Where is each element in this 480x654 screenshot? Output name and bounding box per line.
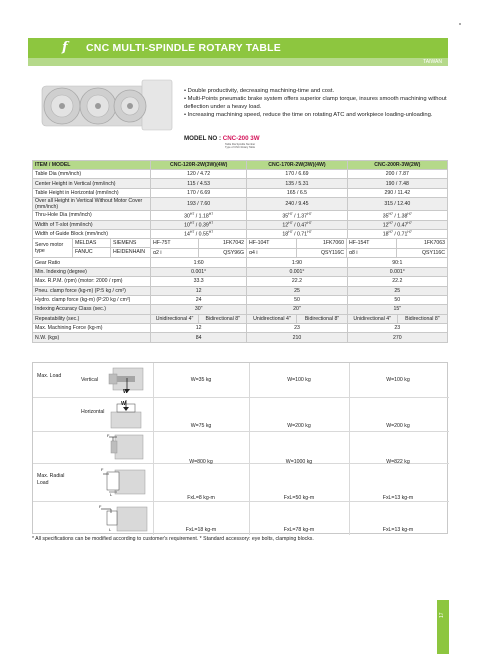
servo-value: QSY116C <box>422 250 445 257</box>
servo-value: QSY116C <box>297 249 347 258</box>
load-value: W=200 kg <box>386 423 410 429</box>
servo-value: HF-75T <box>151 239 199 249</box>
header-cell: CNC-200R-3W(2W) <box>347 161 447 170</box>
table-cell: 190 / 7.48 <box>347 179 447 188</box>
load-value: W=1000 kg <box>285 459 313 465</box>
table-row <box>33 220 448 229</box>
servo-value: α4 i <box>247 249 297 258</box>
table-row <box>33 188 448 197</box>
table-cell: 0.001° <box>151 267 247 276</box>
table-row <box>33 239 448 258</box>
table-row <box>33 179 448 188</box>
footnote: * All specifications can be modified according to customer's requirement. * Standard accessory: eye bolts, clamping blocks. <box>32 536 314 542</box>
table-cell: $35^{H7} / 1.37^{H7}$ <box>247 211 347 220</box>
page-tab <box>437 600 449 654</box>
max-load-label: Max. Load <box>37 373 62 379</box>
table-cell: 315 / 12.40 <box>347 198 447 211</box>
load-value: W=800 kg <box>189 459 213 465</box>
force-symbol: F <box>101 467 104 472</box>
table-header-row <box>33 161 448 170</box>
table-cell: 115 / 4.53 <box>151 179 247 188</box>
header-cell: ITEM / MODEL <box>33 161 151 170</box>
load-value: FxL=8 kg-m <box>187 495 215 501</box>
model-note: Type of CNC Rotary Table <box>225 146 256 149</box>
table-cell: 22.2 <box>247 277 347 286</box>
row-label: Max. Machining Force (kg-m) <box>33 324 151 333</box>
table-cell: 270 <box>347 333 447 342</box>
table-cell: 135 / 5.31 <box>247 179 347 188</box>
row-label: Indexing Accuracy Class (sec.) <box>33 305 151 314</box>
table-cell: 120 / 4.72 <box>151 170 247 179</box>
row-label: Width of Guide Block (mm/inch) <box>33 229 151 238</box>
table-row <box>33 305 448 314</box>
header-cell: CNC-170R-2W(3W)(4W) <box>247 161 347 170</box>
table-cell: $18^{H7} / 0.71^{H7}$ <box>247 229 347 238</box>
table-cell: $14^{H7} / 0.55^{H7}$ <box>151 229 247 238</box>
table-row <box>33 324 448 333</box>
divider <box>349 363 350 535</box>
force-symbol: F <box>99 504 102 509</box>
product-photo <box>36 76 174 136</box>
table-cell: 50 <box>347 295 447 304</box>
table-cell: $35^{H7} / 1.38^{H7}$ <box>347 211 447 220</box>
table-cell: 84 <box>151 333 247 342</box>
servo-label: Servo motor type <box>33 239 73 257</box>
table-cell: 170 / 6.69 <box>151 188 247 197</box>
page-number: 17 <box>439 612 445 618</box>
load-value: W=100 kg <box>287 377 311 383</box>
table-cell: 90:1 <box>347 258 447 267</box>
model-number <box>184 135 260 142</box>
row-label: Repeatability (sec.) <box>33 314 151 323</box>
table-cell: Unidirectional 4" <box>247 314 297 323</box>
row-label: Width of T-slot (mm/inch) <box>33 220 151 229</box>
table-cell: 165 / 6.5 <box>247 188 347 197</box>
feature-item: • Double productivity, decreasing machining-time and cost. <box>184 88 335 94</box>
divider <box>33 397 449 398</box>
load-value: FxL=50 kg-m <box>283 495 315 501</box>
table-cell: $18^{H7} / 0.71^{H7}$ <box>347 229 447 238</box>
divider <box>33 431 449 432</box>
table-cell: 24 <box>151 295 247 304</box>
table-cell: 240 / 9.45 <box>247 198 347 211</box>
radial-load-diagram <box>107 433 151 463</box>
servo-brand: HEIDENHAIN <box>113 249 145 256</box>
table-cell: 1:60 <box>151 258 247 267</box>
table-cell: 1:90 <box>247 258 347 267</box>
table-cell: Bidirectional 8" <box>199 314 247 323</box>
table-cell: 22.2 <box>347 277 447 286</box>
load-value: FxL=13 kg-m <box>382 495 414 501</box>
length-symbol: L <box>110 492 113 497</box>
model-code: CNC-200 3W <box>222 135 260 142</box>
table-cell: 50 <box>247 295 347 304</box>
table-cell: Unidirectional 4" <box>151 314 199 323</box>
row-label: Hydro. clamp force (kg-m) (P:20 kg / cm²) <box>33 295 151 304</box>
table-cell: $12^{H7} / 0.47^{H7}$ <box>247 220 347 229</box>
row-label: Min. Indexing (degree) <box>33 267 151 276</box>
servo-value: HF-154T <box>347 239 397 249</box>
divider <box>153 363 154 535</box>
table-cell: $30^{H7} / 1.18^{H7}$ <box>151 211 247 220</box>
divider <box>249 363 250 535</box>
force-symbol: F <box>107 433 110 438</box>
table-row <box>33 258 448 267</box>
feature-item: • Increasing machining speed, reduce the time on rotating ATC and workpiece loading-unloading. <box>184 112 433 119</box>
servo-value: QSY96G <box>199 249 247 258</box>
table-cell: $10^{H7} / 0.39^{H7}$ <box>151 220 247 229</box>
table-cell: 30" <box>151 305 247 314</box>
table-cell: $12^{H7} / 0.47^{H7}$ <box>347 220 447 229</box>
table-row <box>33 295 448 304</box>
table-cell: Bidirectional 8" <box>397 314 447 323</box>
row-label: Center Height in Vertical (mm/inch) <box>33 179 151 188</box>
table-cell: 12 <box>151 324 247 333</box>
title-banner <box>28 38 448 58</box>
load-value: FxL=78 kg-m <box>283 527 315 533</box>
table-row <box>33 286 448 295</box>
table-cell: 290 / 11.42 <box>347 188 447 197</box>
model-note: Table Dia Spindle Number <box>225 143 256 146</box>
row-label: Table Dia (mm/inch) <box>33 170 151 179</box>
table-cell: Bidirectional 8" <box>297 314 347 323</box>
table-cell: 12 <box>151 286 247 295</box>
servo-brand: SIEMENS <box>113 240 137 247</box>
table-cell: 25 <box>247 286 347 295</box>
row-label: Over all Height in Vertical Without Motor Cover (mm/inch) <box>33 198 151 211</box>
table-row <box>33 277 448 286</box>
servo-value: 1FK7063 <box>397 239 447 249</box>
table-row <box>33 229 448 238</box>
horizontal-load-diagram <box>107 400 151 430</box>
weight-symbol: W <box>123 389 128 395</box>
vertical-load-diagram <box>107 366 151 396</box>
spec-table <box>32 160 448 343</box>
model-notes <box>225 143 255 149</box>
weight-symbol: W <box>121 401 126 407</box>
load-value: W=75 kg <box>190 423 212 429</box>
load-value: FxL=13 kg-m <box>382 527 414 533</box>
table-row <box>33 314 448 323</box>
table-cell: 25 <box>347 286 447 295</box>
table-row <box>33 198 448 211</box>
table-cell: 200 / 7.87 <box>347 170 447 179</box>
row-label: Gear Ratio <box>33 258 151 267</box>
vertical-label: Vertical <box>81 377 99 383</box>
servo-value: 1FK7060 <box>297 239 347 249</box>
table-cell: 0.001° <box>247 267 347 276</box>
moment-diagram-1 <box>101 466 149 498</box>
horizontal-label: Horizontal <box>81 409 105 415</box>
region-label: TAIWAN <box>423 59 442 65</box>
table-row <box>33 170 448 179</box>
servo-value: 1FK7042 <box>199 239 247 249</box>
header-cell: CNC-120R-2W(3W)(4W) <box>151 161 247 170</box>
servo-values-cell <box>151 239 448 258</box>
table-cell: 15" <box>347 305 447 314</box>
table-cell: 33.3 <box>151 277 247 286</box>
moment-diagram-2 <box>99 503 149 535</box>
length-symbol: L <box>109 527 112 532</box>
table-cell: 210 <box>247 333 347 342</box>
row-label: N.W. (kgs) <box>33 333 151 342</box>
table-cell: 170 / 6.69 <box>247 170 347 179</box>
row-label: Thru-Hole Dia (mm/inch) <box>33 211 151 220</box>
servo-value: α8 i <box>347 249 397 258</box>
max-radial-label: Max. Radial Load <box>37 473 65 486</box>
table-cell: 23 <box>347 324 447 333</box>
row-label: Table Height in Horizontal (mm/inch) <box>33 188 151 197</box>
load-value: W=200 kg <box>287 423 311 429</box>
table-row <box>33 267 448 276</box>
table-row <box>33 211 448 220</box>
table-cell: Unidirectional 4" <box>347 314 397 323</box>
corner-mark <box>459 23 461 25</box>
servo-label-cell <box>33 239 151 258</box>
table-cell: 20" <box>247 305 347 314</box>
table-cell: 193 / 7.60 <box>151 198 247 211</box>
load-diagrams <box>32 362 448 534</box>
divider <box>33 501 449 502</box>
table-cell: 23 <box>247 324 347 333</box>
brand-logo: f <box>62 40 68 55</box>
model-label: MODEL NO : <box>184 135 222 142</box>
row-label: Max. R.P.M. (rpm) (motor: 2000 / rpm) <box>33 277 151 286</box>
table-cell: 0.001° <box>347 267 447 276</box>
load-value: W=100 kg <box>386 377 410 383</box>
load-value: W=822 kg <box>386 459 410 465</box>
table-row <box>33 333 448 342</box>
servo-value: HF-104T <box>247 239 297 249</box>
row-label: Pneu. clamp force (kg-m) (P:5 kg / cm²) <box>33 286 151 295</box>
region-bar <box>28 58 448 66</box>
page-title: CNC MULTI-SPINDLE ROTARY TABLE <box>86 42 281 54</box>
servo-value: α2 i <box>151 249 199 258</box>
load-value: W=35 kg <box>190 377 212 383</box>
feature-list <box>184 88 448 121</box>
servo-brand: FANUC <box>73 248 111 257</box>
servo-brand: MELDAS <box>73 239 111 247</box>
feature-item: • Multi-Points pneumatic brake system offers superior clamp torque, insures smooth machining without deflection under a heavy load. <box>184 96 447 110</box>
load-value: FxL=18 kg-m <box>185 527 217 533</box>
